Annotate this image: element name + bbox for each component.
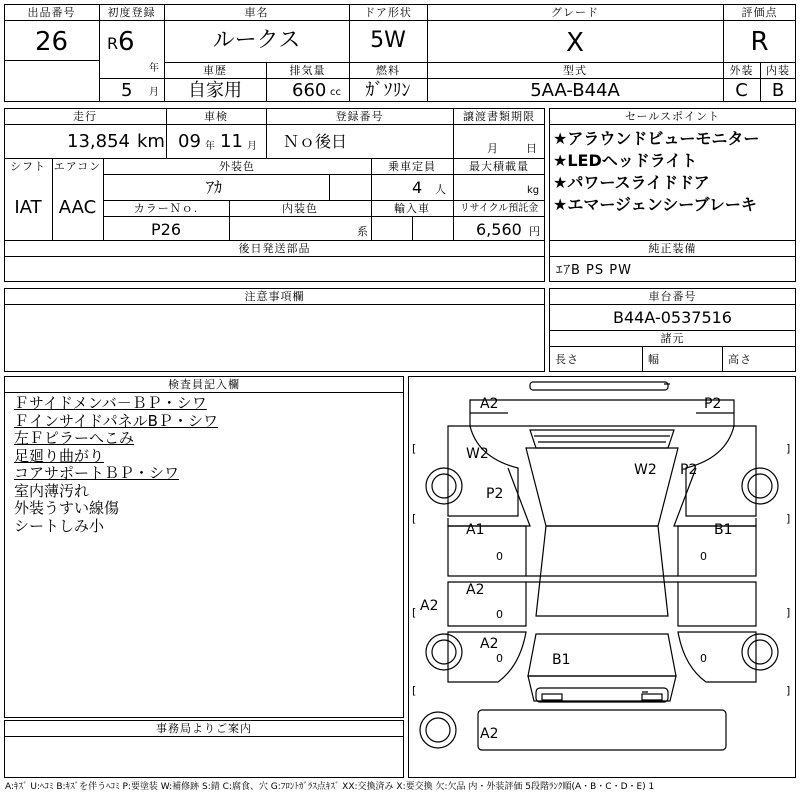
import-label: 輸入車 <box>394 202 430 215</box>
interior-color-unit: 系 <box>357 225 369 238</box>
inspector-note-line: 外装うすい線傷 <box>14 499 120 517</box>
fuel: ｶﾞｿﾘﾝ <box>365 80 411 101</box>
era: R <box>107 34 119 53</box>
registration-number-label: 登録番号 <box>335 110 384 123</box>
car-name: ルークス <box>212 28 301 53</box>
damage-mark: A2 <box>480 636 499 652</box>
equipment-label: 純正装備 <box>648 242 697 255</box>
damage-mark: A2 <box>480 396 499 412</box>
inspector-note-line: シートしみ小 <box>14 516 105 535</box>
inspection-year-unit: 年 <box>205 141 215 152</box>
lot-number: 26 <box>34 27 69 57</box>
equipment: ｴｱB PS PW <box>556 263 632 278</box>
spec-height-label: 高さ <box>728 353 752 366</box>
score-label: 評価点 <box>741 6 778 19</box>
later-parts-label: 後日発送部品 <box>238 242 311 255</box>
specs-label: 諸元 <box>660 332 685 345</box>
damage-mark: W2 <box>466 446 489 462</box>
damage-mark: B1 <box>552 652 571 668</box>
bracket-mark: ] <box>786 684 791 697</box>
history: 自家用 <box>188 80 242 101</box>
damage-mark: 0 <box>700 652 707 665</box>
damage-mark: P2 <box>704 396 722 412</box>
inspector-label: 検査員記入欄 <box>168 378 240 391</box>
transfer-day: 日 <box>526 142 538 155</box>
inspector-note-line: 室内薄汚れ <box>14 481 90 500</box>
grade: X <box>566 28 584 58</box>
recycle-fee: 6,560 <box>476 220 522 239</box>
spec-width-label: 幅 <box>648 353 660 366</box>
car-diagram <box>408 376 796 778</box>
shift: IAT <box>14 197 42 218</box>
door-type-label: ドア形状 <box>364 6 412 19</box>
transfer-deadline-label: 譲渡書類期限 <box>463 110 535 123</box>
registration-month: 5 <box>121 80 133 101</box>
damage-mark: W2 <box>634 462 657 478</box>
displacement-unit: cc <box>330 87 341 98</box>
displacement-label: 排気量 <box>289 64 326 77</box>
damage-mark: B1 <box>714 522 733 538</box>
mileage-unit: km <box>137 131 165 152</box>
year-unit: 年 <box>149 63 159 74</box>
month-unit: 月 <box>149 87 159 98</box>
exterior-color: ｱｶ <box>206 178 223 197</box>
grade-label: グレード <box>551 6 599 19</box>
inspector-note-line: 左Ｆピラーへこみ <box>14 429 135 447</box>
sales-point: ★LEDヘッドライト <box>553 151 698 170</box>
bracket-mark: [ <box>412 684 417 697</box>
inspector-note-line: Ｆサイドメンバ－ＢＰ・シワ <box>14 394 207 412</box>
aircon: AAC <box>58 197 97 218</box>
mileage-label: 走行 <box>73 110 97 123</box>
model: 5AA-B44A <box>530 80 620 101</box>
door-type: 5W <box>370 28 406 53</box>
exterior-grade: C <box>735 80 748 101</box>
inspection-label: 車検 <box>204 110 228 123</box>
bracket-mark: ] <box>786 512 791 525</box>
sales-points-label: セールスポイント <box>624 110 720 123</box>
max-load-unit: kg <box>527 185 540 196</box>
sales-point: ★エマージェンシーブレーキ <box>553 195 757 214</box>
exterior-color-label: 外装色 <box>219 160 255 173</box>
damage-mark: 0 <box>496 652 503 665</box>
notes-label: 注意事項欄 <box>244 290 305 303</box>
bracket-mark: ] <box>786 606 791 619</box>
spec-length-label: 長さ <box>555 353 579 366</box>
interior-grade: B <box>771 80 785 101</box>
damage-mark: A2 <box>420 598 439 614</box>
bracket-mark: [ <box>412 442 417 455</box>
inspector-note-line: コアサポートＢＰ・シワ <box>14 464 180 482</box>
capacity-label: 乗車定員 <box>388 160 436 173</box>
inspector-note-line: 足廻り曲がり <box>14 446 105 465</box>
bracket-mark: [ <box>412 512 417 525</box>
inspection-month-unit: 月 <box>247 141 257 152</box>
fuel-label: 燃料 <box>376 64 400 77</box>
recycle-label: リサイクル預託金 <box>459 203 539 214</box>
office-notice-label: 事務局よりご案内 <box>156 722 252 735</box>
damage-mark: P2 <box>680 462 698 478</box>
legend: A:ｷｽﾞ U:ﾍｺﾐ B:ｷｽﾞを伴うﾍｺﾐ P:要塗装 W:補修跡 S:錆 C:腐食、穴 G:ﾌﾛﾝﾄｶﾞﾗｽ点ｷｽﾞ XX:交換済み X:要交換 欠:欠品 内・外装評価 5段階ﾗﾝｸ順(A・B・C・D・E) 1 <box>5 782 655 792</box>
history-label: 車歴 <box>203 64 227 77</box>
damage-mark: 0 <box>496 550 503 563</box>
mileage: 13,854 <box>67 131 130 152</box>
chassis-number: B44A-0537516 <box>613 308 732 327</box>
displacement: 660 <box>292 80 327 101</box>
transfer-month: 月 <box>487 142 499 155</box>
inspection-year: 09 <box>178 131 201 152</box>
aircon-label: エアコン <box>53 160 102 173</box>
registration-year: 6 <box>118 27 135 57</box>
first-registration-label: 初度登録 <box>107 6 156 19</box>
interior-label: 内装 <box>766 64 790 77</box>
interior-color-label: 内装色 <box>282 202 318 215</box>
color-number: P26 <box>150 220 181 239</box>
damage-mark: A2 <box>466 582 485 598</box>
registration-number: Ｎｏ後日 <box>283 132 348 151</box>
inspector-notes <box>4 396 404 714</box>
chassis-number-label: 車台番号 <box>648 290 697 303</box>
recycle-unit: 円 <box>529 225 541 238</box>
sales-point: ★アラウンドビューモニター <box>553 129 760 148</box>
max-load-label: 最大積載量 <box>469 160 529 173</box>
capacity-unit: 人 <box>435 183 447 196</box>
damage-mark: 0 <box>700 550 707 563</box>
exterior-label: 外装 <box>729 64 754 77</box>
inspector-note-line: ＦインサイドパネルBＰ・シワ <box>14 411 218 430</box>
shift-label: シフト <box>10 160 46 173</box>
model-label: 型式 <box>563 64 587 77</box>
sales-point: ★パワースライドドア <box>553 173 710 192</box>
bracket-mark: [ <box>412 606 417 619</box>
lot-number-label: 出品番号 <box>27 6 76 19</box>
damage-mark: 0 <box>496 608 503 621</box>
bracket-mark: ] <box>786 442 791 455</box>
capacity: 4 <box>412 178 423 197</box>
car-name-label: 車名 <box>244 6 269 19</box>
damage-mark: A1 <box>466 522 485 538</box>
inspection-month: 11 <box>220 131 243 152</box>
color-number-label: カラーＮｏ. <box>133 202 199 215</box>
damage-mark: P2 <box>486 486 504 502</box>
score: R <box>750 27 769 57</box>
damage-mark: A2 <box>480 726 499 742</box>
